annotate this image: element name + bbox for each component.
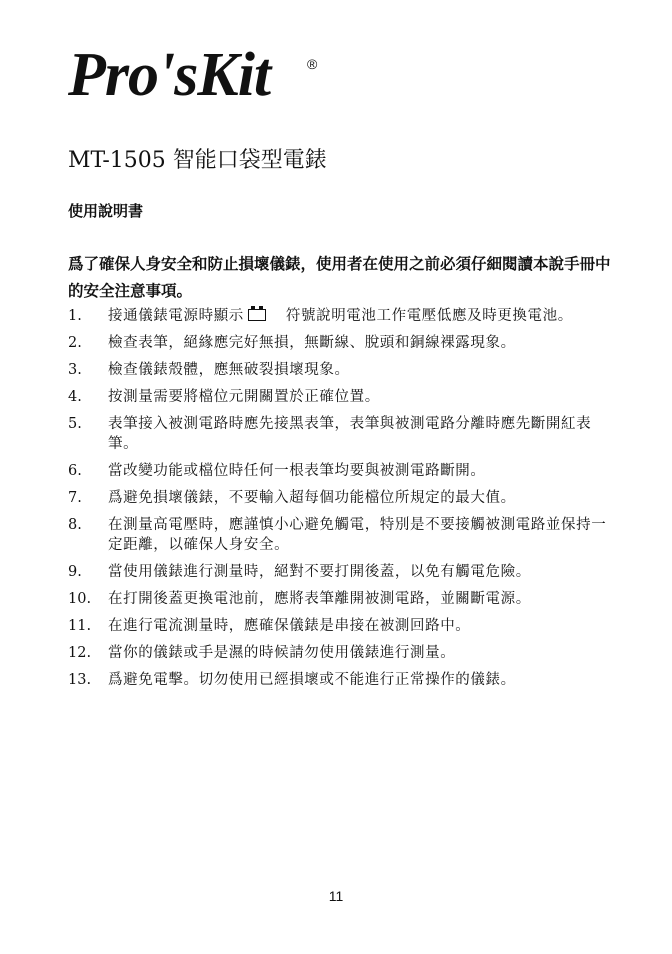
list-item — [68, 488, 620, 508]
registered-mark: ® — [307, 56, 318, 72]
item-text: 爲避免電擊。切勿使用已經損壞或不能進行正常操作的儀錶。 — [108, 672, 516, 688]
list-item — [68, 461, 620, 481]
safety-warning: 爲了確保人身安全和防止損壞儀錶，使用者在使用之前必須仔細閱讀本說手冊中的安全注意事項。 — [68, 255, 611, 300]
item-text: 按測量需要將檔位元開關置於正確位置。 — [108, 389, 380, 405]
item-text: 表筆接入被測電路時應先接黑表筆，表筆與被測電路分離時應先斷開紅表筆。 — [108, 416, 592, 452]
item-text: 符號說明電池工作電壓低應及時更換電池。 — [285, 308, 573, 324]
item-text: 在打開後蓋更換電池前，應將表筆離開被測電路，並關斷電源。 — [108, 591, 531, 607]
list-item — [68, 333, 620, 353]
item-text: 當你的儀錶或手是濕的時候請勿使用儀錶進行測量。 — [108, 645, 456, 661]
battery-icon — [248, 309, 266, 321]
item-number: 1. — [68, 308, 82, 324]
item-text: 當使用儀錶進行測量時，絕對不要打開後蓋，以免有觸電危險。 — [108, 564, 531, 580]
list-item — [68, 589, 620, 609]
item-number: 9. — [68, 564, 82, 580]
item-number: 8. — [68, 517, 82, 533]
list-item — [68, 643, 620, 663]
item-text: 在測量高電壓時，應謹慎小心避免觸電，特別是不要接觸被測電路並保持一定距離，以確保人身安全。 — [108, 517, 607, 553]
list-item — [68, 515, 620, 555]
list-item — [68, 306, 620, 326]
list-item — [68, 414, 620, 454]
list-item — [68, 670, 620, 690]
document-label: 使用說明書 — [68, 202, 144, 220]
item-text: 爲避免損壞儀錶，不要輸入超每個功能檔位所規定的最大值。 — [108, 490, 516, 506]
item-text: 檢查表筆，絕緣應完好無損，無斷線、脫頭和銅線裸露現象。 — [108, 335, 516, 351]
list-item — [68, 387, 620, 407]
item-number: 12. — [68, 645, 92, 661]
item-number: 5. — [68, 416, 82, 432]
item-text-before-icon: 接通儀錶電源時顯示 — [108, 308, 244, 324]
list-item — [68, 360, 620, 380]
item-number: 10. — [68, 591, 92, 607]
brand-logo: Pro'sKit — [68, 41, 271, 109]
item-number: 3. — [68, 362, 82, 378]
item-number: 6. — [68, 463, 82, 479]
item-text: 檢查儀錶殼體，應無破裂損壞現象。 — [108, 362, 350, 378]
item-number: 11. — [68, 618, 92, 634]
item-text: 在進行電流測量時，應確保儀錶是串接在被測回路中。 — [108, 618, 471, 634]
page-title: MT-1505 智能口袋型電錶 — [68, 148, 327, 173]
list-item — [68, 616, 620, 636]
item-number: 7. — [68, 490, 82, 506]
item-number: 2. — [68, 335, 82, 351]
item-text: 當改變功能或檔位時任何一根表筆均要與被測電路斷開。 — [108, 463, 486, 479]
item-number: 13. — [68, 672, 92, 688]
item-number: 4. — [68, 389, 82, 405]
page-number: 11 — [328, 888, 344, 904]
list-item — [68, 562, 620, 582]
safety-list — [68, 306, 620, 697]
